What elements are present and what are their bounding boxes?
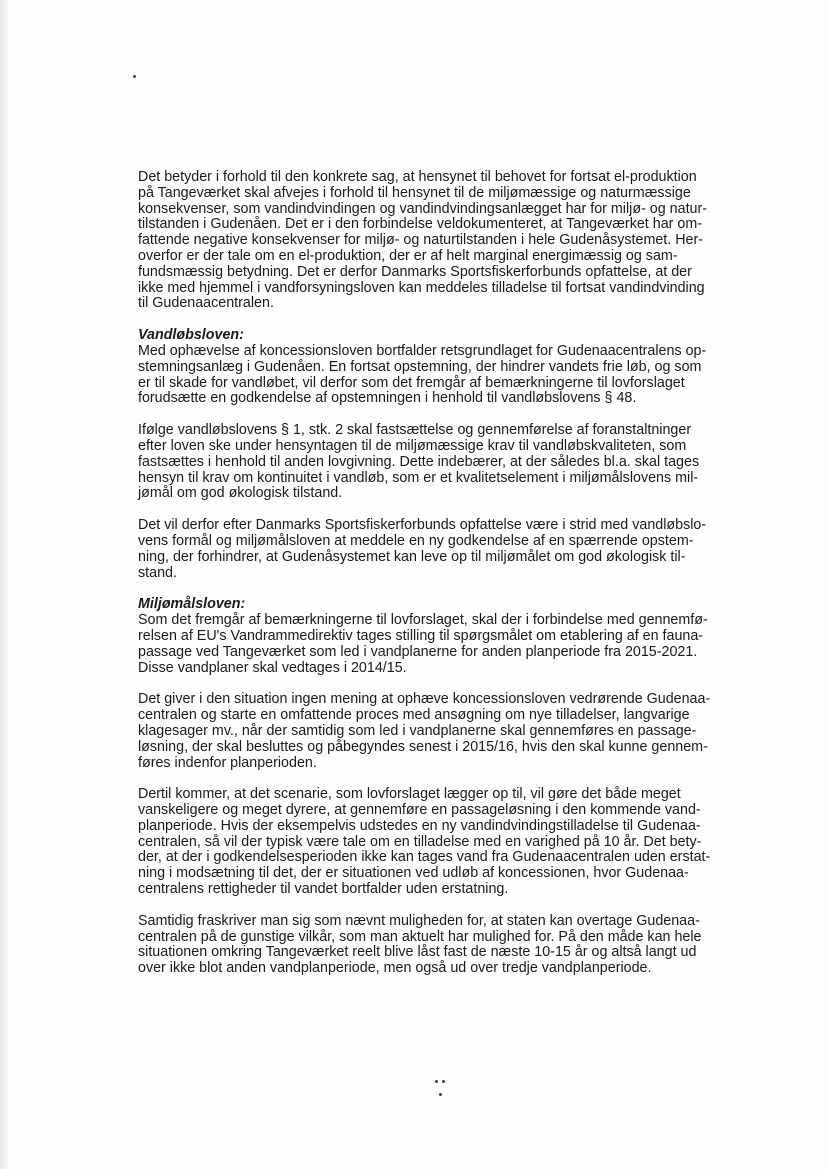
text-line: stemningsanlæg i Gudenåen. En fortsat opstemning, der hindrer vandets frie løb, og som xyxy=(138,358,702,375)
text-line: hensyn til krav om kontinuitet i vandløb, som er et kvalitetselement i miljømålslovens mil- xyxy=(138,469,699,486)
paragraph xyxy=(138,914,738,977)
text-line: løsning, der skal besluttes og påbegyndes senest i 2015/16, hvis den skal kunne gennem- xyxy=(138,738,708,755)
text-line: relsen af EU's Vandrammedirektiv tages stilling til spørgsmålet om etablering af en fauna- xyxy=(138,627,704,644)
text-line: planperiode. Hvis der eksempelvis udstedes en ny vandindvindingstilladelse til Gudenaa- xyxy=(138,817,701,834)
text-line: Med ophævelse af koncessionsloven bortfalder retsgrundlaget for Gudenaacentralens op- xyxy=(138,342,707,359)
section xyxy=(138,597,738,676)
stray-dot-mark xyxy=(435,1080,438,1083)
stray-dot-mark xyxy=(439,1093,442,1096)
text-line: situationen omkring Tangeværket reelt blive låst fast de næste 10-15 år og altså langt ud xyxy=(138,944,697,961)
text-line: centralens rettigheder til vandet bortfalder uden erstatning. xyxy=(138,881,509,898)
text-line: centralen på de gunstige vilkår, som man aktuelt har mulighed for. På den måde kan hele xyxy=(138,928,702,945)
text-line: ning, der forhindrer, at Gudenåsystemet kan leve op til miljømålet om god økologisk til- xyxy=(138,548,686,565)
text-line: vens formål og miljømålsloven at meddele en ny godkendelse af en spærrende opstem- xyxy=(138,532,694,549)
stray-dot-mark xyxy=(442,1080,445,1083)
text-line: konsekvenser, som vandindvindingen og vandindvindingsanlægget har for miljø- og natur- xyxy=(138,200,708,217)
text-line: Samtidig fraskriver man sig som nævnt muligheden for, at staten kan overtage Gudenaa- xyxy=(138,912,700,929)
text-line: fundsmæssig betydning. Det er derfor Danmarks Sportsfiskerforbunds opfattelse, at der xyxy=(138,263,692,280)
text-line: ning i modsætning til det, der er situationen ved udløb af koncessionen, hvor Gudenaa- xyxy=(138,865,689,882)
text-line: Ifølge vandløbslovens § 1, stk. 2 skal fastsættelse og gennemførelse af foranstaltninger xyxy=(138,422,692,439)
stray-dot-mark xyxy=(133,75,136,78)
text-line: passage ved Tangeværket som led i vandplanerne for anden planperiode fra 2015-2021. xyxy=(138,643,698,660)
text-line: overfor er der tale om en el-produktion, der er af helt marginal energimæssig og sam- xyxy=(138,247,678,264)
text-line: forudsætte en godkendelse af opstemningen i henhold til vandløbslovens § 48. xyxy=(138,390,637,407)
text-line: på Tangeværket skal afvejes i forhold til hensynet til de miljømæssige og naturmæssige xyxy=(138,184,691,201)
text-line: Dertil kommer, at det scenarie, som lovforslaget lægger op til, vil gøre det både meget xyxy=(138,786,681,803)
text-line: føres indenfor planperioden. xyxy=(138,754,317,771)
text-line: centralen, så vil der typisk være tale om en tilladelse med en varighed på 10 år. Det bety- xyxy=(138,833,702,850)
text-line: stand. xyxy=(138,564,177,581)
section-heading: Miljømålsloven: xyxy=(138,596,246,613)
text-line: jømål om god økologisk tilstand. xyxy=(138,485,343,502)
text-line: fastsættes i henhold til anden lovgivning. Dette indebærer, at der således bl.a. skal tages xyxy=(138,453,700,470)
text-line: over ikke blot anden vandplanperiode, men også ud over tredje vandplanperiode. xyxy=(138,960,652,977)
text-line: klagesager mv., når der samtidig som led i vandplanerne skal gennemføres en passage- xyxy=(138,722,697,739)
text-line: Som det fremgår af bemærkningerne til lovforslaget, skal der i forbindelse med gennemfø- xyxy=(138,612,708,629)
paragraph xyxy=(138,423,738,502)
text-line: tilstanden i Gudenåen. Det er i den forbindelse veldokumenteret, at Tangeværket har om- xyxy=(138,216,702,233)
document-body xyxy=(138,170,738,993)
section xyxy=(138,328,738,407)
text-line: efter loven ske under hensyntagen til de miljømæssige krav til vandløbskvaliteten, som xyxy=(138,437,687,454)
section-heading: Vandløbsloven: xyxy=(138,327,244,344)
scan-shadow-edge xyxy=(0,0,10,1169)
text-line: der, at der i godkendelsesperioden ikke kan tages vand fra Gudenaacentralen uden erstat- xyxy=(138,849,711,866)
text-line: ikke med hjemmel i vandforsyningsloven kan meddeles tilladelse til fortsat vandindvinding xyxy=(138,279,705,296)
text-line: fattende negative konsekvenser for miljø- og naturtilstanden i hele Gudenåsystemet. Her- xyxy=(138,232,704,249)
text-line: centralen og starte en omfattende proces med ansøgning om nye tilladelser, langvarige xyxy=(138,707,690,724)
paragraph xyxy=(138,692,738,771)
text-line: til Gudenaacentralen. xyxy=(138,295,274,312)
text-line: Det giver i den situation ingen mening at ophæve koncessionsloven vedrørende Gudenaa- xyxy=(138,691,711,708)
text-line: Det betyder i forhold til den konkrete sag, at hensynet til behovet for fortsat el-produktion xyxy=(138,169,697,185)
paragraph xyxy=(138,170,738,312)
paragraph xyxy=(138,787,738,898)
text-line: Disse vandplaner skal vedtages i 2014/15. xyxy=(138,659,407,676)
text-line: Det vil derfor efter Danmarks Sportsfiskerforbunds opfattelse være i strid med vandløbslo- xyxy=(138,517,707,534)
paragraph xyxy=(138,518,738,581)
text-line: er til skade for vandløbet, vil derfor som det fremgår af bemærkningerne til lovforslaget xyxy=(138,374,685,391)
text-line: vanskeligere og meget dyrere, at gennemføre en passageløsning i den kommende vand- xyxy=(138,802,701,819)
